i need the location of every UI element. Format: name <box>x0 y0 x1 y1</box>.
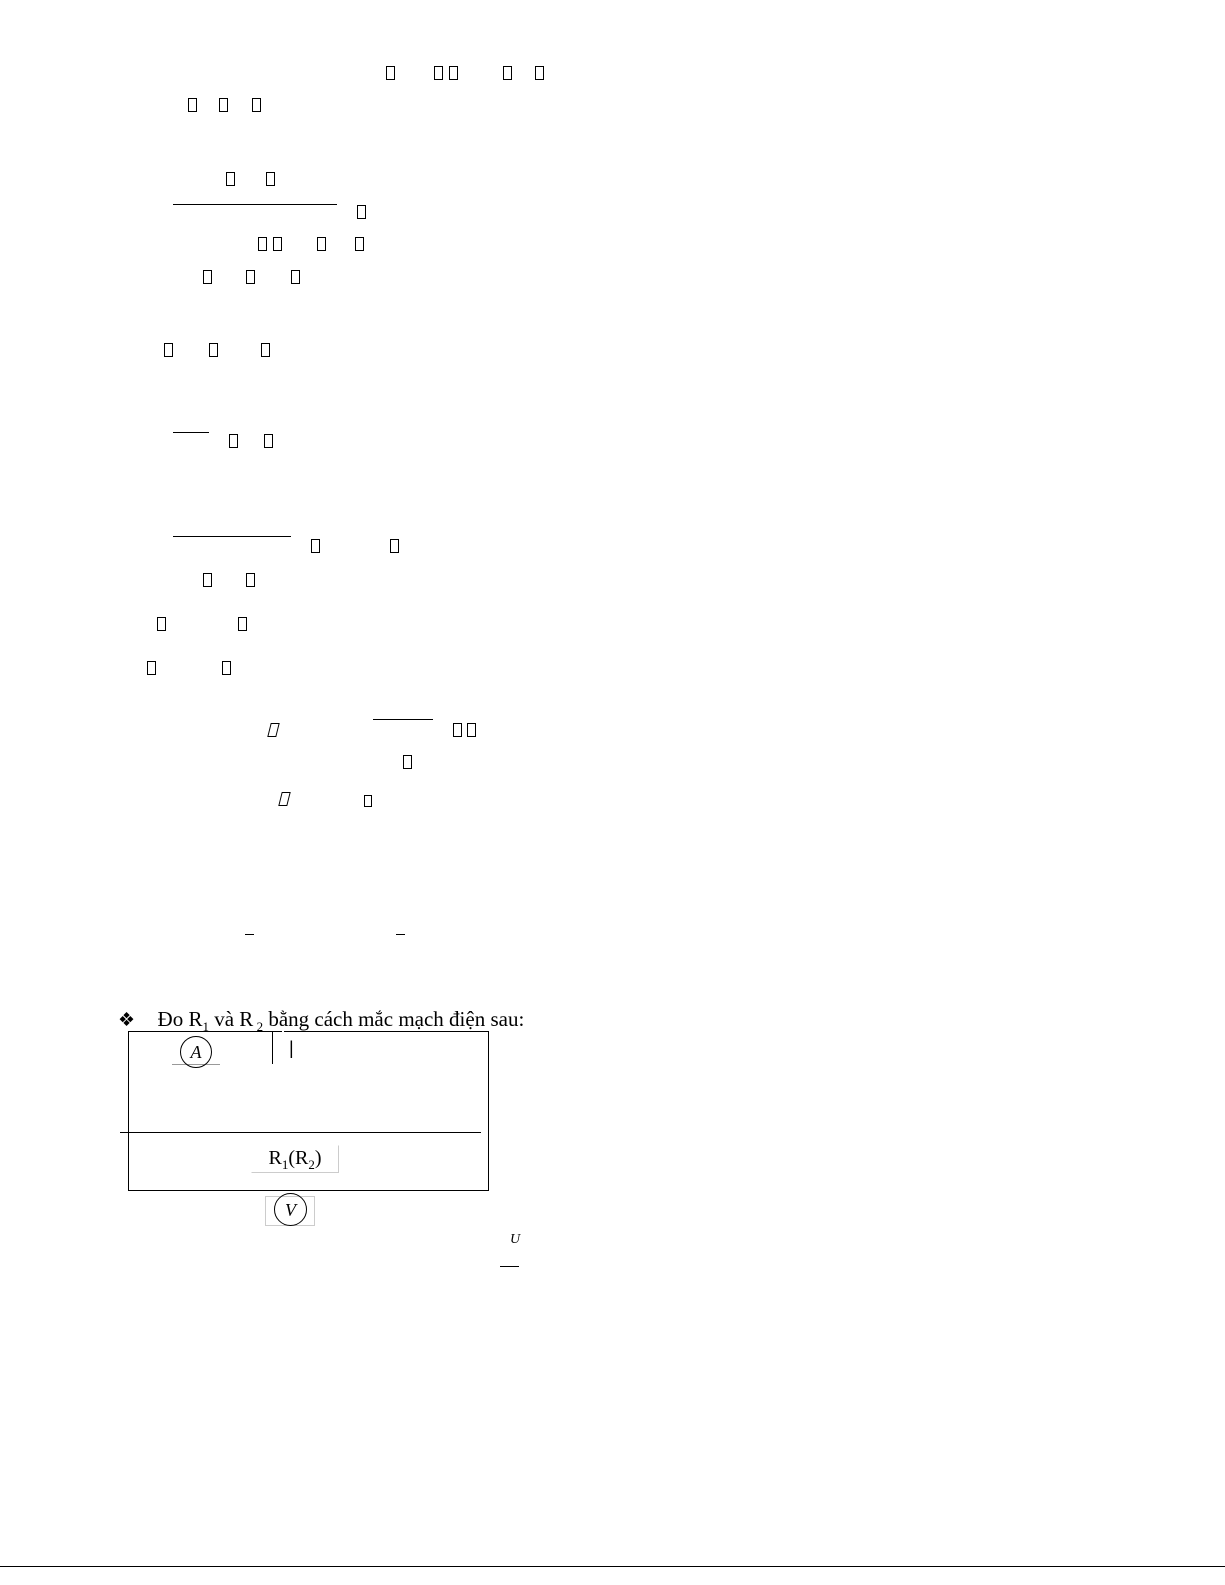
missing-glyph <box>355 237 364 251</box>
bullet-icon: ❖ <box>118 1010 136 1031</box>
missing-glyph <box>157 617 166 631</box>
missing-glyph <box>364 795 372 807</box>
missing-glyph <box>147 661 156 675</box>
missing-glyph <box>386 66 395 80</box>
fraction-bar <box>173 204 337 205</box>
missing-glyph <box>246 270 255 284</box>
wire-stub <box>272 1031 282 1032</box>
page-bottom-rule <box>0 1566 1225 1567</box>
missing-glyph <box>258 237 267 251</box>
missing-glyph <box>238 617 247 631</box>
missing-glyph <box>164 343 173 357</box>
fraction-bar <box>173 536 291 537</box>
heading-suffix: bằng cách mắc mạch điện sau: <box>263 1007 525 1031</box>
missing-glyph <box>449 66 458 80</box>
missing-glyph <box>246 573 255 587</box>
missing-glyph <box>219 98 228 112</box>
short-dash <box>245 934 254 935</box>
resistor-label: $R_1(R_2)$ <box>251 1145 339 1173</box>
key-icon: | <box>289 1038 294 1058</box>
resistor-wire <box>120 1132 481 1133</box>
missing-glyph <box>273 237 282 251</box>
missing-glyph <box>252 98 261 112</box>
missing-glyph <box>403 755 412 769</box>
missing-glyph <box>226 172 235 186</box>
missing-glyph <box>261 343 270 357</box>
missing-glyph <box>229 434 238 448</box>
missing-glyph <box>390 539 399 553</box>
fraction-bar <box>173 432 209 433</box>
short-dash <box>396 934 405 935</box>
missing-glyph <box>266 172 275 186</box>
missing-glyph <box>209 343 218 357</box>
heading-mid: và R <box>208 1007 254 1031</box>
missing-glyph <box>203 270 212 284</box>
r2-subscript: 2 <box>253 1019 264 1035</box>
missing-glyph <box>311 539 320 553</box>
formula-numerator: U <box>510 1232 521 1247</box>
voltmeter-icon: V <box>274 1193 307 1226</box>
battery-plate-long <box>272 1031 273 1064</box>
missing-glyph <box>222 661 231 675</box>
missing-glyph <box>317 237 326 251</box>
fraction-bar <box>373 719 433 720</box>
missing-glyph <box>357 205 366 219</box>
missing-glyph <box>203 573 212 587</box>
missing-glyph-italic <box>267 723 279 737</box>
missing-glyph <box>188 98 197 112</box>
missing-glyph-italic <box>278 792 290 806</box>
missing-glyph <box>503 66 512 80</box>
missing-glyph <box>535 66 544 80</box>
ammeter-icon: A <box>180 1036 212 1068</box>
missing-glyph <box>264 434 273 448</box>
r1-subscript: 1 <box>202 1019 209 1035</box>
missing-glyph <box>467 723 476 737</box>
missing-glyph <box>434 66 443 80</box>
missing-glyph <box>453 723 462 737</box>
heading-prefix: Đo R <box>157 1007 203 1031</box>
missing-glyph <box>291 270 300 284</box>
formula-bar <box>500 1266 519 1267</box>
